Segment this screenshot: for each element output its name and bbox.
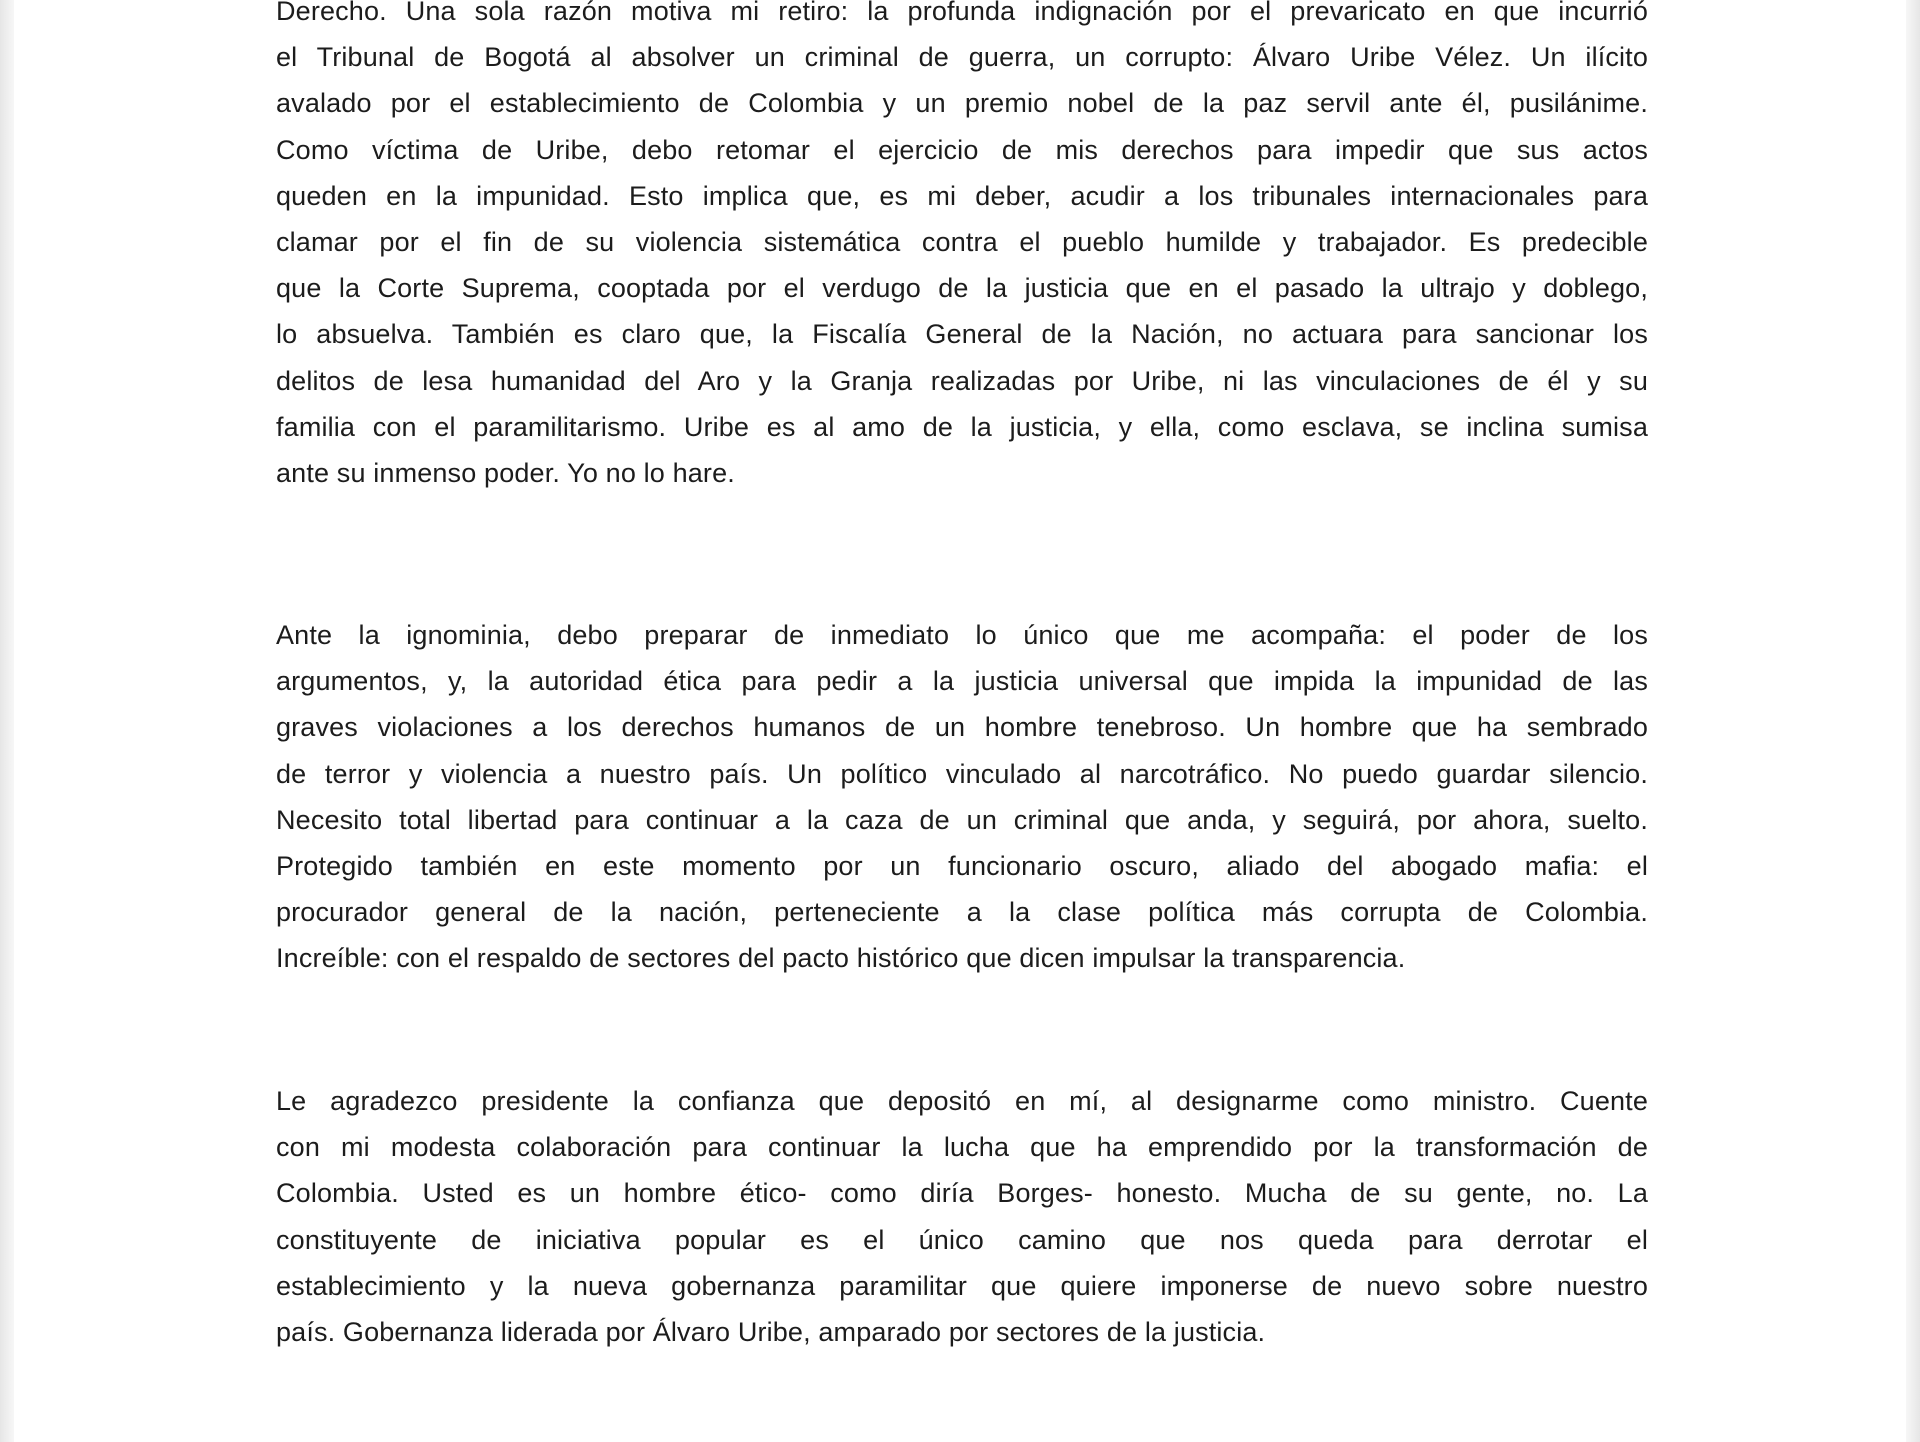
paragraph-line: ante su inmenso poder. Yo no lo hare. [276, 458, 735, 489]
page-left-edge [0, 0, 14, 1442]
paragraph-line: familia con el paramilitarismo. Uribe es al amo de la justicia, y ella, como esclava, se inclina sumisa [276, 411, 1648, 442]
paragraph-line: constituyente de iniciativa popular es el único camino que nos queda para derrotar el [276, 1224, 1648, 1255]
paragraph-line: avalado por el establecimiento de Colombia y un premio nobel de la paz servil ante él, pusilánime. [276, 88, 1648, 119]
paragraph-line: Ante la ignominia, debo preparar de inmediato lo único que me acompaña: el poder de los [276, 620, 1648, 650]
paragraph-3 [276, 1078, 1648, 1355]
paragraph-1 [276, 0, 1648, 496]
paragraph-line: queden en la impunidad. Esto implica que, es mi deber, acudir a los tribunales internacionales para [276, 180, 1648, 211]
paragraph-line: de terror y violencia a nuestro país. Un político vinculado al narcotráfico. No puedo guardar silencio. [276, 758, 1648, 789]
paragraph-line: Increíble: con el respaldo de sectores del pacto histórico que dicen impulsar la transparencia. [276, 943, 1406, 974]
paragraph-line: que la Corte Suprema, cooptada por el verdugo de la justicia que en el pasado la ultrajo y doblego, [276, 273, 1648, 304]
paragraph-line: país. Gobernanza liderada por Álvaro Uribe, amparado por sectores de la justicia. [276, 1317, 1266, 1348]
paragraph-line: Le agradezco presidente la confianza que depositó en mí, al designarme como ministro. Cuente [276, 1086, 1648, 1116]
paragraph-line: Necesito total libertad para continuar a la caza de un criminal que anda, y seguirá, por ahora, suelto. [276, 804, 1648, 835]
paragraph-line: Protegido también en este momento por un funcionario oscuro, aliado del abogado mafia: el [276, 851, 1648, 882]
paragraph-line: procurador general de la nación, perteneciente a la clase política más corrupta de Colombia. [276, 897, 1648, 928]
paragraph-line: clamar por el fin de su violencia sistemática contra el pueblo humilde y trabajador. Es predecible [276, 227, 1648, 258]
paragraph-line: Como víctima de Uribe, debo retomar el ejercicio de mis derechos para impedir que sus actos [276, 134, 1648, 165]
paragraph-line: Colombia. Usted es un hombre ético- como diría Borges- honesto. Mucha de su gente, no. La [276, 1178, 1648, 1209]
paragraph-line: lo absuelva. También es claro que, la Fiscalía General de la Nación, no actuara para sancionar los [276, 319, 1648, 350]
paragraph-line: establecimiento y la nueva gobernanza paramilitar que quiere imponerse de nuevo sobre nuestro [276, 1270, 1648, 1301]
paragraph-line: Derecho. Una sola razón motiva mi retiro: la profunda indignación por el prevaricato en que incurrió [276, 0, 1648, 26]
paragraph-line: argumentos, y, la autoridad ética para pedir a la justicia universal que impida la impunidad de las [276, 666, 1648, 697]
paragraph-line: delitos de lesa humanidad del Aro y la Granja realizadas por Uribe, ni las vinculaciones de él y su [276, 365, 1648, 396]
paragraph-line: el Tribunal de Bogotá al absolver un criminal de guerra, un corrupto: Álvaro Uribe Vélez. Un ilícito [276, 42, 1648, 73]
page-right-edge [1906, 0, 1920, 1442]
paragraph-line: con mi modesta colaboración para continuar la lucha que ha emprendido por la transformación de [276, 1132, 1648, 1163]
paragraph-2 [276, 612, 1648, 982]
paragraph-line: graves violaciones a los derechos humanos de un hombre tenebroso. Un hombre que ha sembrado [276, 712, 1648, 743]
